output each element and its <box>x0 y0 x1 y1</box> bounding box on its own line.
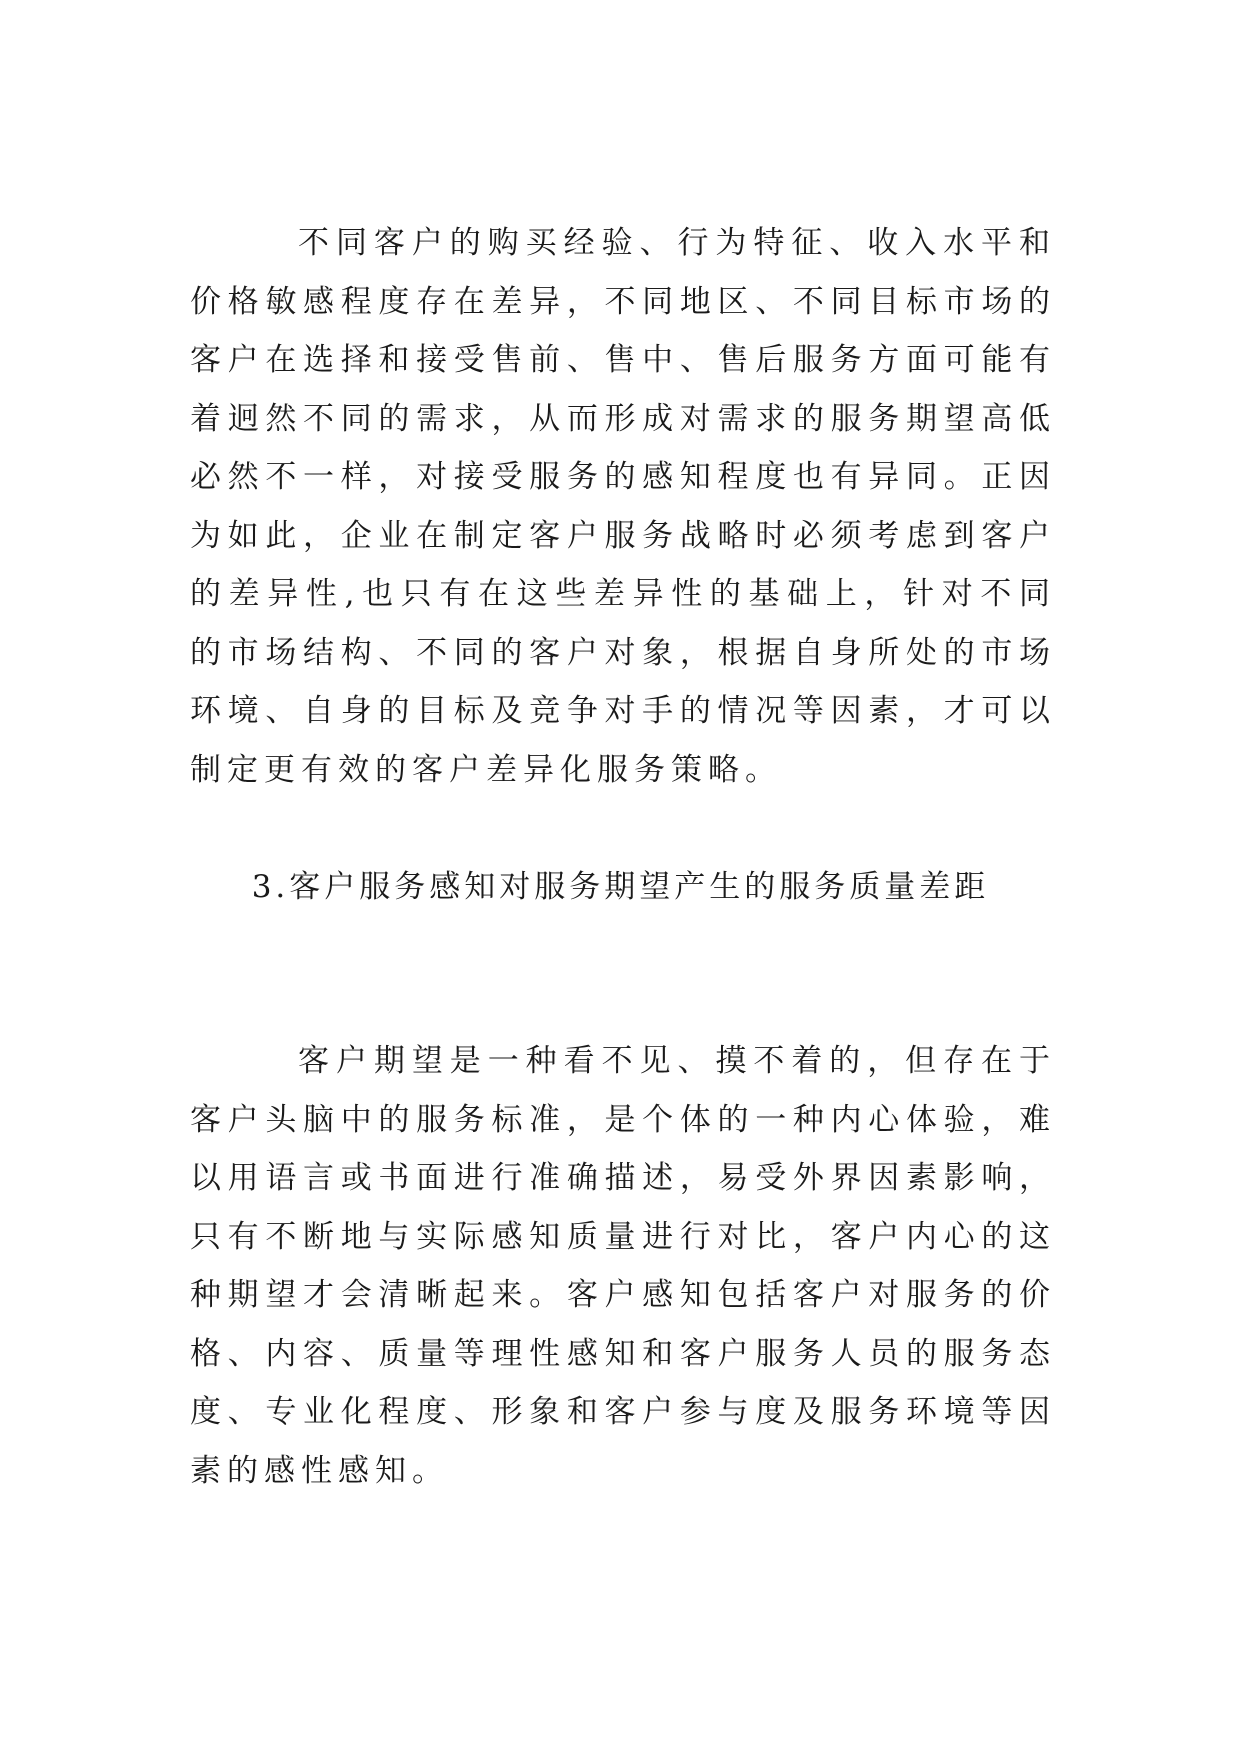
paragraph-customer-differences: 不同客户的购买经验、行为特征、收入水平和价格敏感程度存在差异，不同地区、不同目标市场的客户在选择和接受售前、售中、售后服务方面可能有着迥然不同的需求，从而形成对需求的服务期望高低必然不一样，对接受服务的感知程度也有异同。正因为如此，企业在制定客户服务战略时必须考虑到客户的差异性,也只有在这些差异性的基础上，针对不同的市场结构、不同的客户对象，根据自身所处的市场环境、自身的目标及竞争对手的情况等因素，才可以制定更有效的客户差异化服务策略。 <box>190 225 1056 788</box>
paragraph-customer-expectation: 客户期望是一种看不见、摸不着的，但存在于客户头脑中的服务标准，是个体的一种内心体验，难以用语言或书面进行准确描述，易受外界因素影响，只有不断地与实际感知质量进行对比，客户内心的这种期望才会清晰起来。客户感知包括客户对服务的价格、内容、质量等理性感知和客户服务人员的服务态度、专业化程度、形象和客户参与度及服务环境等因素的感性感知。 <box>190 1043 1056 1489</box>
section-heading: 3.客户服务感知对服务期望产生的服务质量差距 <box>251 869 990 905</box>
